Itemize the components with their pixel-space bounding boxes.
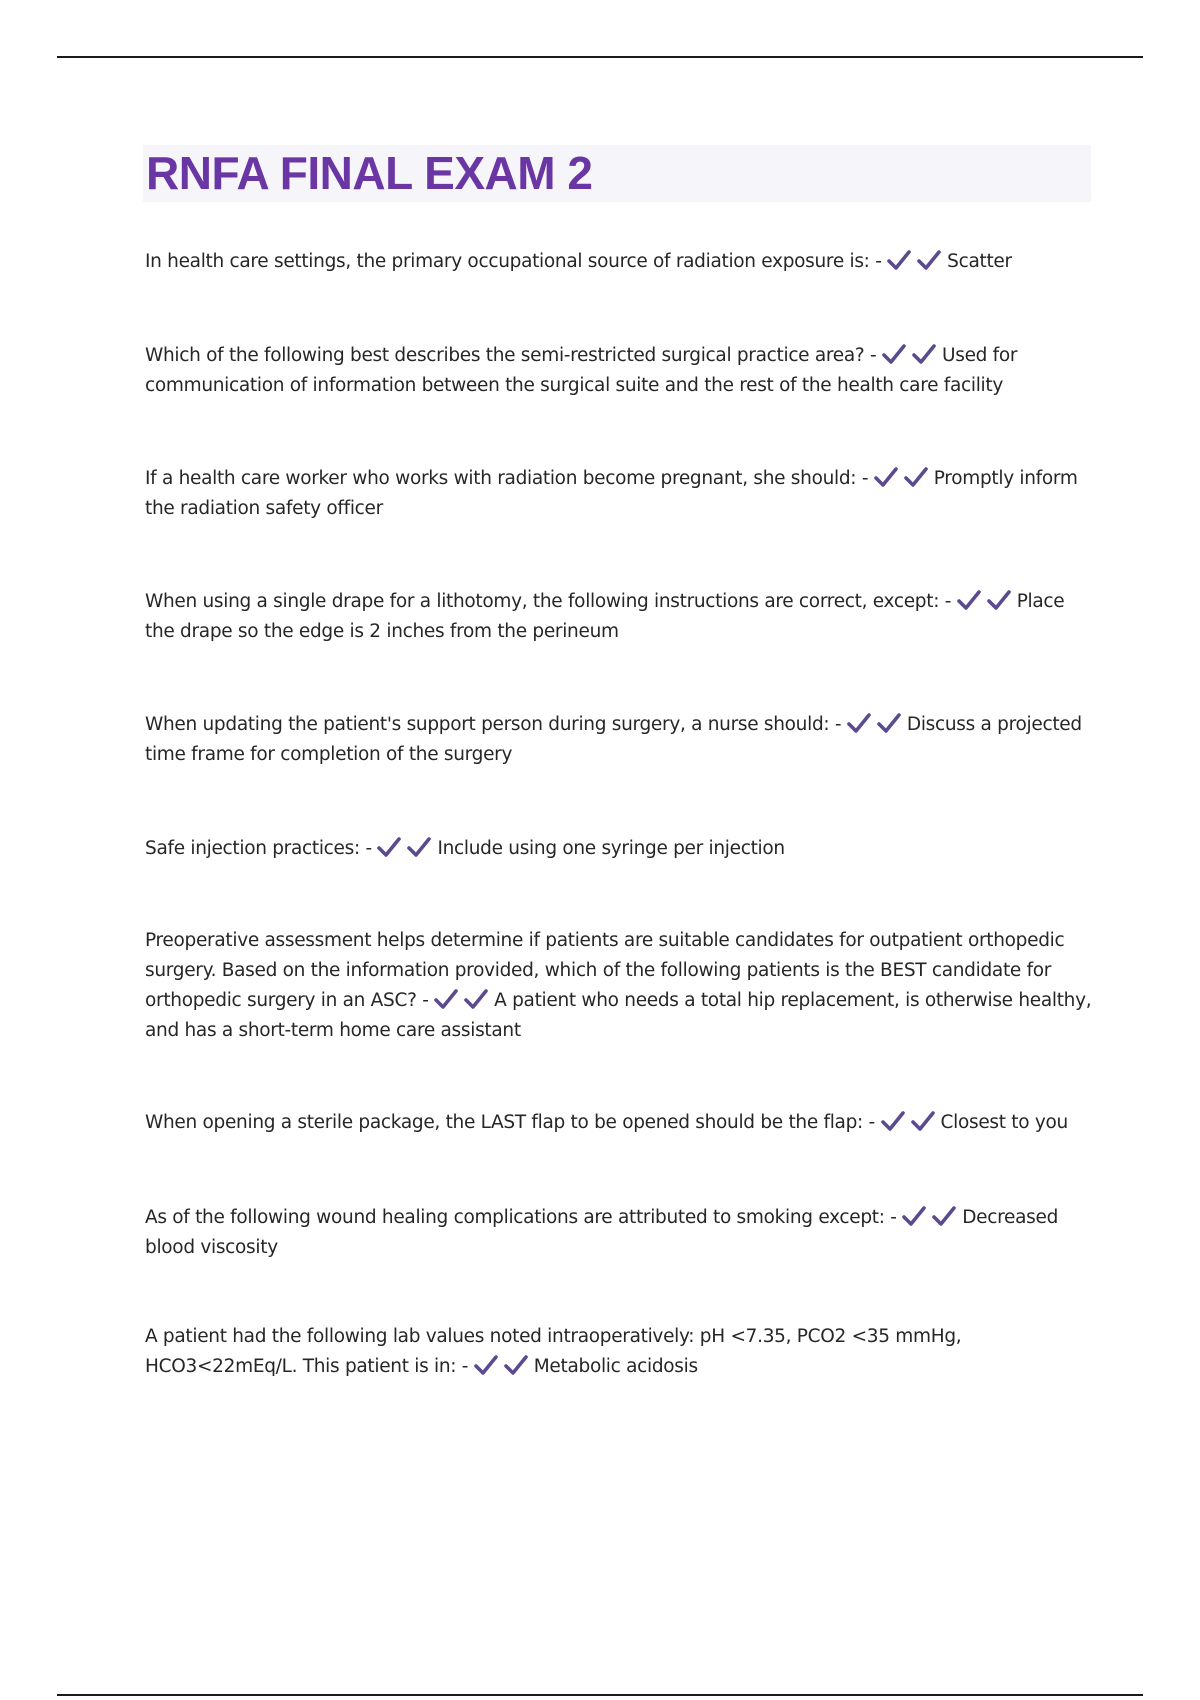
- check-icon: [377, 836, 401, 858]
- qa-item: [145, 710, 1095, 770]
- qa-item: [145, 1108, 1095, 1138]
- check-icon: [912, 343, 936, 365]
- answer-text: Place the drape so the edge is 2 inches from the perineum: [145, 591, 1065, 642]
- check-icon: [932, 1205, 956, 1227]
- separator: -: [856, 468, 874, 489]
- check-icon: [957, 589, 981, 611]
- check-icon: [917, 249, 941, 271]
- answer-text: Metabolic acidosis: [533, 1356, 698, 1377]
- check-icon: [987, 589, 1011, 611]
- separator: -: [864, 345, 882, 366]
- check-icon: [881, 1110, 905, 1132]
- question-text: Safe injection practices:: [145, 838, 360, 859]
- qa-item: [145, 464, 1095, 524]
- check-icon: [474, 1354, 498, 1376]
- check-icon: [874, 466, 898, 488]
- check-icon: [434, 988, 458, 1010]
- answer-text: Used for communication of information between the surgical suite and the rest of the health care facility: [145, 345, 1018, 396]
- check-icon: [464, 988, 488, 1010]
- question-text: When opening a sterile package, the LAST flap to be opened should be the flap:: [145, 1112, 863, 1133]
- top-rule: [57, 56, 1143, 58]
- question-text: Which of the following best describes the semi-restricted surgical practice area?: [145, 345, 865, 366]
- separator: -: [416, 990, 435, 1011]
- answer-text: Include using one syringe per injection: [437, 838, 785, 859]
- check-icon: [887, 249, 911, 271]
- question-text: A patient had the following lab values noted intraoperatively: pH <7.35, PCO2 <35 mmHg, HCO3<22mEq/L. This patient is in:: [145, 1326, 962, 1377]
- answer-text: Promptly inform the radiation safety officer: [145, 468, 1078, 519]
- separator: -: [869, 251, 888, 272]
- answer-text: Decreased blood viscosity: [145, 1207, 1059, 1258]
- separator: -: [939, 591, 957, 612]
- check-icon: [911, 1110, 935, 1132]
- qa-item: [145, 1322, 1095, 1382]
- check-icon: [407, 836, 431, 858]
- answer-text: Closest to you: [940, 1112, 1068, 1133]
- question-text: When using a single drape for a lithotomy, the following instructions are correct, except:: [145, 591, 940, 612]
- separator: -: [829, 714, 847, 735]
- qa-item: [145, 1203, 1095, 1263]
- qa-item: [145, 587, 1095, 647]
- separator: -: [862, 1112, 881, 1133]
- separator: -: [359, 838, 378, 859]
- title-band: [143, 145, 1091, 202]
- answer-text: Discuss a projected time frame for completion of the surgery: [145, 714, 1082, 765]
- separator: -: [456, 1356, 474, 1377]
- bottom-rule: [57, 1694, 1143, 1696]
- answer-text: Scatter: [947, 251, 1012, 272]
- qa-item: [145, 247, 1095, 277]
- qa-item: [145, 341, 1095, 401]
- check-icon: [504, 1354, 528, 1376]
- answer-text: A patient who needs a total hip replacement, is otherwise healthy, and has a short-term home care assistant: [145, 990, 1092, 1041]
- question-text: As of the following wound healing complications are attributed to smoking except:: [145, 1207, 885, 1228]
- question-text: Preoperative assessment helps determine if patients are suitable candidates for outpatient orthopedic surgery. Based on the information provided, which of the following patients is the BEST candidate for orthopedic surgery in an ASC?: [145, 930, 1065, 1011]
- check-icon: [902, 1205, 926, 1227]
- qa-item: [145, 834, 1095, 864]
- qa-item: [145, 926, 1095, 1046]
- question-text: In health care settings, the primary occupational source of radiation exposure is:: [145, 251, 870, 272]
- document-title: RNFA FINAL EXAM 2: [146, 147, 593, 199]
- question-text: If a health care worker who works with radiation become pregnant, she should:: [145, 468, 857, 489]
- check-icon: [882, 343, 906, 365]
- check-icon: [847, 712, 871, 734]
- check-icon: [877, 712, 901, 734]
- separator: -: [884, 1207, 903, 1228]
- check-icon: [904, 466, 928, 488]
- question-text: When updating the patient's support person during surgery, a nurse should:: [145, 714, 830, 735]
